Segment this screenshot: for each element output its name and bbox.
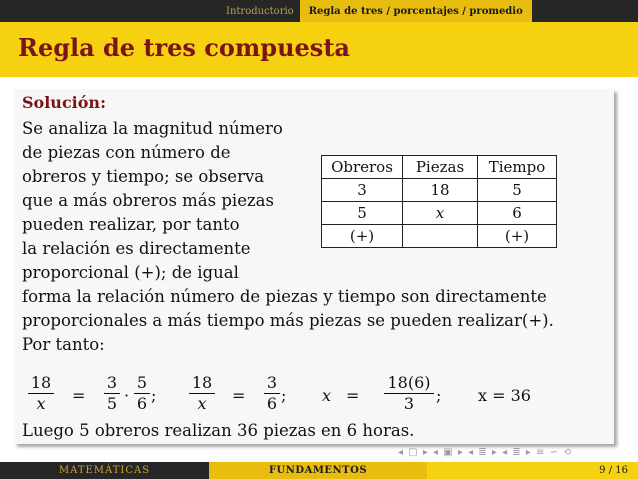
- equals-sign: =: [232, 386, 246, 405]
- numerator: 5: [136, 373, 148, 392]
- table-cell: (+): [322, 225, 403, 248]
- result: x = 36: [478, 386, 531, 405]
- fraction-5-over-6: [134, 374, 150, 413]
- denominator: 6: [266, 394, 278, 413]
- fraction-18-6-over-3: [384, 374, 434, 413]
- conclusion-line: Luego 5 obreros realizan 36 piezas en 6 horas.: [22, 421, 415, 440]
- block-title: Solución:: [22, 93, 106, 112]
- denominator: x: [197, 394, 207, 413]
- table-cell: 18: [403, 179, 478, 202]
- denominator: x: [36, 394, 46, 413]
- denominator: 3: [403, 394, 415, 413]
- numerator: 3: [106, 373, 118, 392]
- text-line: Se analiza la magnitud número: [22, 119, 283, 138]
- top-navigation-bar: [0, 0, 638, 22]
- table-cell: 5: [322, 202, 403, 225]
- table-cell: 5: [478, 179, 557, 202]
- semicolon: ;: [436, 386, 442, 405]
- table-cell: 3: [322, 179, 403, 202]
- numerator: 18: [30, 373, 52, 392]
- equals-sign: =: [346, 386, 360, 405]
- nav-subsection-icon[interactable]: ◂ ▣ ▸: [433, 447, 464, 458]
- nav-section-icon[interactable]: ◂ ≣ ▸: [468, 447, 498, 458]
- nav-search-icon[interactable]: ≡ ∽ ⟲: [536, 447, 573, 458]
- equals-sign: =: [72, 386, 86, 405]
- numerator: 18(6): [387, 373, 431, 392]
- table-row: [322, 179, 557, 202]
- table-cell: x: [403, 202, 478, 225]
- text-line: proporcionales a más tiempo más piezas se pueden realizar(+).: [22, 311, 554, 330]
- nav-part-icon[interactable]: ◂ ≣ ▸: [502, 447, 532, 458]
- table-header-row: [322, 156, 557, 179]
- text-line: proporcional (+); de igual: [22, 263, 239, 282]
- table-cell: (+): [478, 225, 557, 248]
- footer-subject: MATEMÁTICAS: [0, 462, 209, 479]
- fraction-3-over-6: [264, 374, 280, 413]
- proportion-table: [321, 155, 557, 248]
- fraction-3-over-5: [104, 374, 120, 413]
- nav-section-introductorio[interactable]: Introductorio: [226, 5, 294, 17]
- slide-title: Regla de tres compuesta: [18, 33, 350, 62]
- table-row: [322, 202, 557, 225]
- fraction-18-over-x: [189, 374, 215, 413]
- denominator: 6: [136, 394, 148, 413]
- multiplication-dot: ·: [124, 386, 130, 405]
- nav-section-regla-de-tres[interactable]: Regla de tres / porcentajes / promedio: [300, 0, 532, 22]
- text-line: forma la relación número de piezas y tiempo son directamente: [22, 287, 547, 306]
- numerator: 18: [191, 373, 213, 392]
- header-tiempo: Tiempo: [478, 156, 557, 179]
- table-cell: [403, 225, 478, 248]
- footer: [0, 462, 638, 479]
- numerator: 3: [266, 373, 278, 392]
- footer-section: FUNDAMENTOS: [209, 462, 427, 479]
- header-piezas: Piezas: [403, 156, 478, 179]
- footer-page-number: 9 / 16: [427, 462, 638, 479]
- text-line: la relación es directamente: [22, 239, 251, 258]
- variable-x: x: [322, 386, 332, 405]
- table-cell: 6: [478, 202, 557, 225]
- text-line: Por tanto:: [22, 335, 105, 354]
- fraction-18-over-x: [28, 374, 54, 413]
- text-line: de piezas con número de: [22, 143, 231, 162]
- beamer-navigation-controls[interactable]: [398, 447, 573, 458]
- header-obreros: Obreros: [322, 156, 403, 179]
- text-line: pueden realizar, por tanto: [22, 215, 240, 234]
- text-line: obreros y tiempo; se observa: [22, 167, 265, 186]
- table-row: [322, 225, 557, 248]
- semicolon: ;: [151, 386, 157, 405]
- text-line: que a más obreros más piezas: [22, 191, 274, 210]
- semicolon: ;: [281, 386, 287, 405]
- denominator: 5: [106, 394, 118, 413]
- nav-prev-frame-icon[interactable]: ◂ ▢ ▸: [398, 447, 429, 458]
